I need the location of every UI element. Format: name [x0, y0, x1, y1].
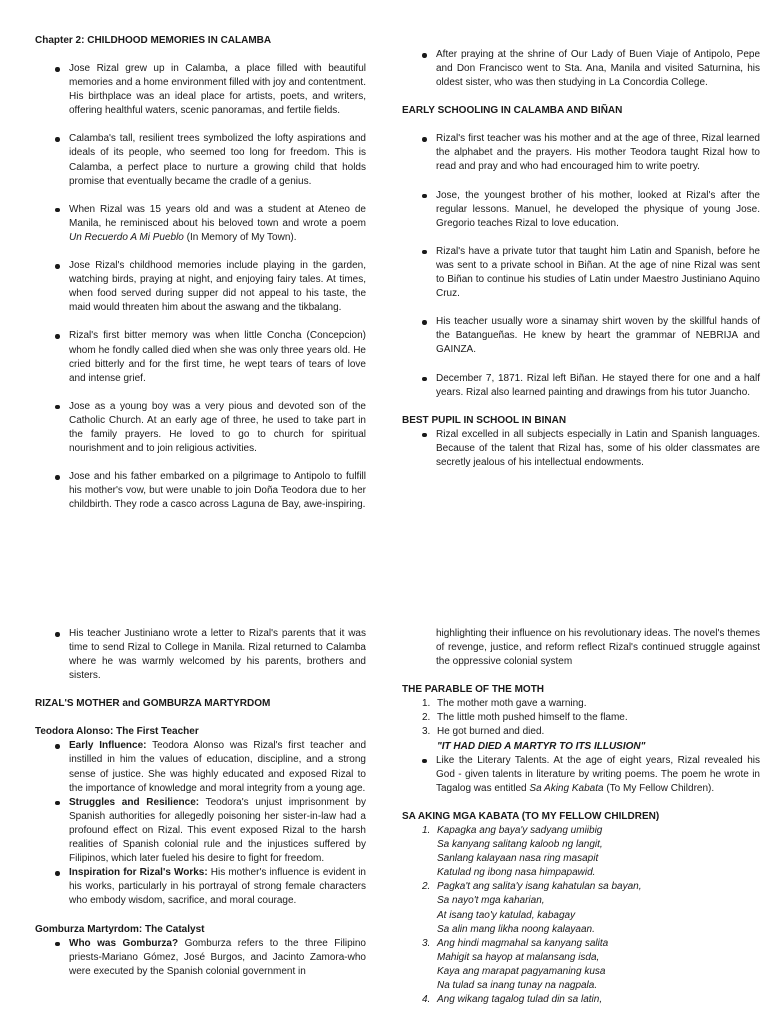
list-item: His teacher Justiniano wrote a letter to Rizal's parents that it was time to send Rizal to College in Manila. Rizal returned to Calamba where he was warmly welcomed by his parents, brothers and sisters. — [35, 627, 366, 683]
bullet-icon — [55, 208, 60, 213]
poem-title: SA AKING MGA KABATA (TO MY FELLOW CHILDREN) — [402, 810, 660, 822]
list-item: Inspiration for Rizal's Works: His mother's influence is evident in his works, particularly in his portrayal of strong female characters who embody wisdom, sacrifice, and moral courage. — [35, 866, 366, 908]
bullet-icon — [422, 320, 427, 325]
list-item: Rizal's first teacher was his mother and at the age of three, Rizal learned the alphabet and the prayers. His mother Teodora taught Rizal how to read and pray and who had encouraged him to write poetry. — [402, 132, 760, 174]
list-item: His teacher usually wore a sinamay shirt woven by the skillful hands of the Batangueñas. He knew by heart the grammar of NEBRIJA and GAINZA. — [402, 315, 760, 357]
bullet-icon — [55, 475, 60, 480]
early-schooling-list — [402, 132, 760, 399]
gomburza-title: Gomburza Martyrdom: The Catalyst — [35, 923, 205, 935]
list-item: Jose, the youngest brother of his mother, looked at Rizal's after the regular lessons. Manuel, he developed the physique of young Jose. Gregorio teaches Rizal to love education. — [402, 189, 760, 231]
literary-list — [402, 754, 760, 796]
list-item: Like the Literary Talents. At the age of eight years, Rizal revealed his God - given talents in literature by writing poems. The poem he wrote in Tagalog was entitled Sa Aking Kabata (To My Fellow Children). — [402, 754, 760, 796]
list-item: Jose and his father embarked on a pilgrimage to Antipolo to fulfill his mother's vow, but were unable to join Doña Teodora due to her childbirth. They rode a casco across Laguna de Bay, awe-inspiring. — [35, 470, 366, 512]
stanza: 2. Pagka't ang salita'y isang kahatulan sa bayan, Sa nayo't mga kaharian, At isang tao'y katulad, kabagay Sa alin mang likha noong kalayaan. — [422, 881, 642, 935]
list-item: Jose Rizal's childhood memories include playing in the garden, watching birds, praying at night, and enjoying fairy tales. At times, when food served during supper did not appeal to his taste, the maid would threaten him about the aswang and the tikbalang. — [35, 259, 366, 315]
chapter2-section — [35, 34, 366, 526]
list-item: 2. The little moth pushed himself to the flame. — [422, 712, 628, 724]
left-bottom-section — [35, 627, 366, 979]
list-item: Early Influence: Teodora Alonso was Rizal's first teacher and instilled in him the values of education, discipline, and a strong sense of justice. She was highly educated and exposed Rizal to the importance of knowledge and moral integrity from a young age. — [35, 739, 366, 795]
bullet-icon — [422, 433, 427, 438]
list-item: Struggles and Resilience: Teodora's unjust imprisonment by Spanish authorities for allegedly poisoning her sister-in-law had a profound effect on Rizal. This event exposed Rizal to the harsh realities of Spanish colonial rule and the injustices suffered by Filipinos, which later fueled his desire to fight for freedom. — [35, 796, 366, 866]
list-item: December 7, 1871. Rizal left Biñan. He stayed there for one and a half years. Rizal also learned painting and drawings from his tutor Juancho. — [402, 372, 760, 400]
poem-stanzas — [402, 824, 760, 1007]
bullet-icon — [55, 801, 60, 806]
bullet-icon — [422, 250, 427, 255]
list-item: 1. The mother moth gave a warning. — [422, 698, 587, 710]
list-item: Who was Gomburza? Gomburza refers to the three Filipino priests-Mariano Gómez, José Burgos, and Jacinto Zamora-who were executed by the Spanish colonial government in — [35, 937, 366, 979]
early-schooling-title: EARLY SCHOOLING IN CALAMBA AND BIÑAN — [402, 105, 623, 117]
list-item: Rizal excelled in all subjects especially in Latin and Spanish languages. Because of the talent that Rizal has, some of his older classmates are secretly jealous of his intellectual endowments. — [402, 428, 760, 470]
list-item: Calamba's tall, resilient trees symbolized the lofty aspirations and ideals of its people, who seemed too long for freedom. This is Calamba, a perfect place to nurture a growing child that holds promise that eventually became the cradle of a genius. — [35, 132, 366, 188]
list-item: Rizal's first bitter memory was when little Concha (Concepcion) whom he fondly called died when she was only three years old. He cried bitterly and for the first time, he wept tears of tears of love and intense grief. — [35, 329, 366, 385]
pilgrimage-list — [402, 48, 760, 90]
moth-title: THE PARABLE OF THE MOTH — [402, 684, 545, 696]
list-item: Jose as a young boy was a very pious and devoted son of the Catholic Church. At an early age of three, he used to take part in the family prayers. He loved to go to church for spiritual nourishment and to join religious activities. — [35, 400, 366, 456]
list-item: Rizal's have a private tutor that taught him Latin and Spanish, before he was sent to a private school in Biñan. At the age of nine Rizal was sent to Biñan to continue his studies of Latin under Maestro Justiniano Aquino Cruz. — [402, 245, 760, 301]
list-item: After praying at the shrine of Our Lady of Buen Viaje of Antipolo, Pepe and Don Francisco went to Sta. Ana, Manila and visited Saturnina, his oldest sister, who was then studying in La Concordia College. — [402, 48, 760, 90]
bullet-icon — [55, 67, 60, 72]
right-top-section — [402, 48, 760, 470]
list-item: When Rizal was 15 years old and was a student at Ateneo de Manila, he reminisced about his beloved town and wrote a poem Un Recuerdo A Mi Pueblo (In Memory of My Town). — [35, 203, 366, 245]
teodora-title: Teodora Alonso: The First Teacher — [35, 726, 199, 738]
chapter2-title: Chapter 2: CHILDHOOD MEMORIES IN CALAMBA — [35, 35, 272, 46]
chapter2-list — [35, 62, 366, 512]
bullet-icon — [55, 334, 60, 339]
bullet-icon — [422, 759, 427, 764]
bullet-icon — [55, 871, 60, 876]
bullet-icon — [55, 744, 60, 749]
best-pupil-list — [402, 428, 760, 470]
bullet-icon — [55, 942, 60, 947]
moth-list — [402, 697, 760, 753]
list-item: Jose Rizal grew up in Calamba, a place filled with beautiful memories and a home environment filled with joy and contentment. His birthplace was an ideal place for artists, poets, and writers, offering healthful waters, scenic panoramas, and fertile fields. — [35, 62, 366, 118]
bullet-icon — [422, 194, 427, 199]
bullet-icon — [422, 53, 427, 58]
bullet-icon — [55, 137, 60, 142]
right-bottom-section — [402, 627, 760, 1007]
mother-gomburza-title: RIZAL'S MOTHER and GOMBURZA MARTYRDOM — [35, 698, 271, 710]
bullet-icon — [55, 264, 60, 269]
bullet-icon — [55, 405, 60, 410]
moth-quote: "IT HAD DIED A MARTYR TO ITS ILLUSION" — [437, 740, 646, 752]
justiniano-list — [35, 627, 366, 683]
teodora-list — [35, 739, 366, 908]
stanza: 1. Kapagka ang baya'y sadyang umiibig Sa kanyang salitang kaloob ng langit, Sanlang kalayaan nasa ring masapit Katulad ng ibong nasa himpapawid. — [422, 824, 603, 879]
stanza: 3. Ang hindi magmahal sa kanyang salita Mahigit sa hayop at malansang isda, Kaya ang marapat pagyamaning kusa Na tulad sa inang tunay na nagpala. — [422, 937, 609, 991]
bullet-icon — [55, 632, 60, 637]
best-pupil-title: BEST PUPIL IN SCHOOL IN BINAN — [402, 414, 567, 426]
continuation-paragraph: highlighting their influence on his revolutionary ideas. The novel's themes of revenge, justice, and reform reflect Rizal's continued struggle against the oppressive colonial system — [436, 628, 760, 668]
bullet-icon — [422, 377, 427, 382]
stanza: 4. Ang wikang tagalog tulad din sa latin, — [422, 994, 603, 1006]
list-item: 3. He got burned and died. "IT HAD DIED A MARTYR TO ITS ILLUSION" — [422, 726, 646, 752]
bullet-icon — [422, 137, 427, 142]
gomburza-list — [35, 937, 366, 979]
